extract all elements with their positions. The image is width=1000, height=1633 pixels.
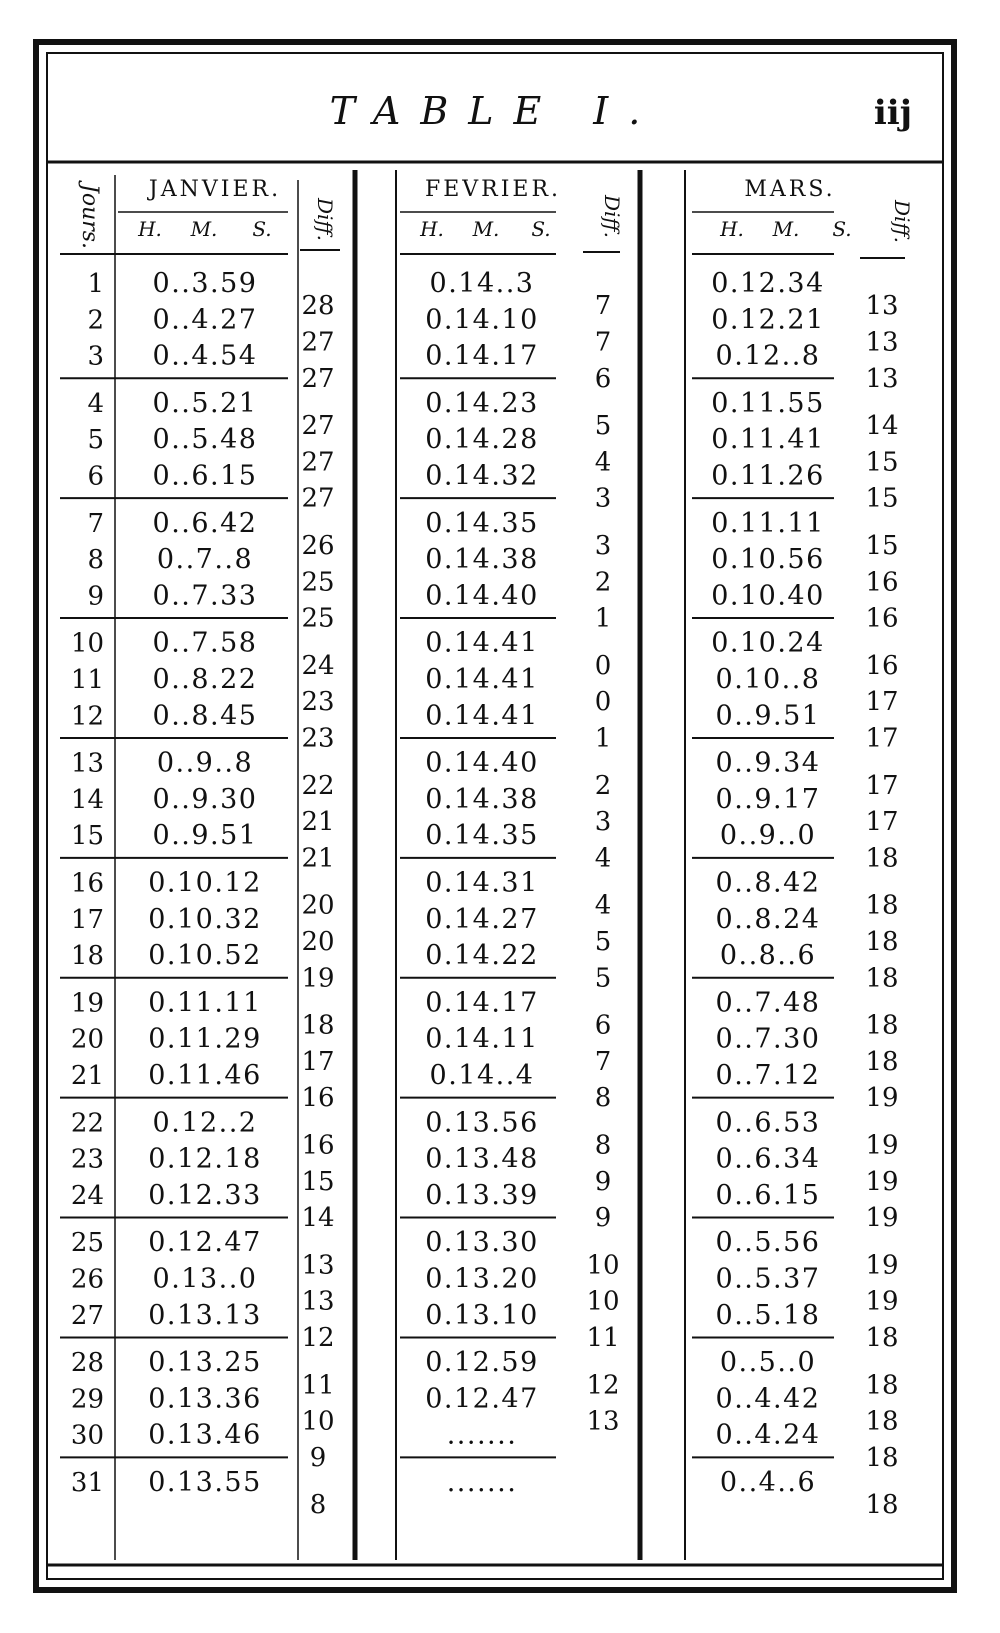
mars-diff: 13 [865,291,899,322]
janvier-diff: 15 [301,1166,335,1197]
mars-value: 0.10.40 [711,580,825,612]
janvier-diff: 9 [309,1442,327,1473]
mars-value: 0..9.17 [715,783,821,815]
mars-diff: 15 [865,447,899,478]
janvier-value: 0.13.55 [148,1467,262,1498]
mars-value: 0..8.24 [715,903,821,935]
day-number: 1 [87,269,104,299]
day-number: 2 [87,305,104,336]
day-number: 17 [70,904,104,935]
mars-diff: 19 [865,1130,899,1161]
day-number: 3 [87,341,104,372]
fevrier-value: 0.14.31 [425,867,539,899]
mars-value: 0..7.12 [715,1060,821,1091]
mars-value: 0.12.34 [711,268,825,299]
unit-heading: M. [190,217,218,241]
janvier-value: 0..7.33 [152,580,258,612]
mars-diff: 18 [865,843,899,874]
diff-heading-fevrier: Diff. [600,195,624,238]
day-number: 23 [70,1144,104,1175]
janvier-diff: 27 [301,483,335,514]
janvier-diff: 13 [301,1250,335,1281]
jours-heading: Jours. [77,184,102,250]
janvier-diff: 28 [301,291,335,322]
fevrier-diff: 9 [594,1166,612,1197]
mars-diff: 19 [865,1203,899,1234]
day-number: 14 [70,784,104,815]
fevrier-diff: 7 [594,291,612,322]
fevrier-value: 0.14.41 [425,700,539,732]
unit-heading: H. [720,217,744,241]
fevrier-diff: 8 [594,1083,612,1114]
mars-diff: 18 [865,1010,899,1041]
page-number: iij [873,93,912,133]
mars-diff: 17 [865,770,899,801]
day-number: 5 [87,425,104,456]
janvier-diff: 25 [301,603,335,634]
unit-heading: M. [472,217,500,241]
unit-heading: M. [772,217,800,241]
fevrier-diff: 13 [586,1406,620,1437]
janvier-value: 0..8.22 [152,664,258,695]
mars-value: 0.12.21 [711,304,825,336]
fevrier-diff: 7 [594,1046,612,1077]
fevrier-diff: 11 [586,1322,620,1353]
janvier-value: 0..7.58 [152,627,258,659]
mars-value: 0.11.11 [711,507,825,539]
fevrier-diff: 7 [594,327,612,358]
janvier-value: 0.13.25 [148,1347,262,1379]
fevrier-diff: 4 [594,447,612,478]
fevrier-diff: 9 [594,1203,612,1234]
day-number: 7 [87,508,104,539]
fevrier-value: 0.14.35 [425,507,539,539]
mars-value: 0..8..6 [719,940,817,972]
janvier-diff: 20 [301,890,335,921]
mars-diff: 17 [865,807,899,838]
janvier-value: 0..9..8 [156,747,254,779]
day-number: 11 [70,665,104,695]
fevrier-value: 0.14.10 [425,304,539,336]
mars-diff: 14 [865,411,899,442]
fevrier-heading: FEVRIER. [424,177,562,202]
mars-diff: 18 [865,1490,899,1521]
janvier-diff: 21 [301,843,335,874]
mars-value: 0..9.51 [715,700,821,732]
mars-diff: 18 [865,1406,899,1437]
mars-diff: 19 [865,1166,899,1197]
janvier-diff: 10 [301,1406,335,1437]
mars-value: 0.12..8 [715,340,821,372]
janvier-value: 0.11.29 [148,1023,262,1055]
mars-value: 0..5.37 [715,1263,821,1295]
janvier-diff: 20 [301,926,335,957]
janvier-value: 0.12.33 [148,1179,262,1211]
fevrier-diff: 10 [586,1286,620,1317]
fevrier-value: ....... [446,1419,518,1451]
mars-diff: 16 [865,650,899,681]
janvier-diff: 19 [301,963,335,994]
janvier-value: 0.12.18 [148,1143,262,1175]
diff-heading-mars: Diff. [890,200,914,243]
fevrier-diff: 12 [586,1370,620,1401]
fevrier-value: 0.14.41 [425,664,539,695]
fevrier-diff: 3 [594,807,612,838]
fevrier-value: 0.14.28 [425,424,539,456]
fevrier-value: 0.13.10 [425,1299,539,1331]
janvier-value: 0.13..0 [152,1263,258,1295]
janvier-diff: 27 [301,447,335,478]
fevrier-diff: 4 [594,843,612,874]
janvier-value: 0..4.54 [152,340,258,372]
unit-heading: S. [252,217,272,241]
day-number: 31 [70,1468,104,1498]
mars-value: 0..5..0 [719,1347,817,1379]
mars-value: 0.10.24 [711,627,825,659]
diff-heading-janvier: Diff. [313,198,337,241]
mars-diff: 16 [865,603,899,634]
fevrier-value: 0.14.17 [425,340,539,372]
day-number: 29 [70,1384,104,1415]
mars-diff: 17 [865,723,899,754]
janvier-heading: JANVIER. [148,177,282,202]
janvier-value: 0..7..8 [156,544,254,576]
janvier-diff: 14 [301,1203,335,1234]
mars-value: 0..4.42 [715,1383,821,1415]
fevrier-value: 0.14.17 [425,987,539,1019]
janvier-value: 0.10.52 [148,940,262,972]
day-number: 8 [87,545,104,576]
mars-value: 0..9..0 [719,820,817,852]
janvier-diff: 13 [301,1286,335,1317]
janvier-value: 0.10.12 [148,867,262,899]
janvier-diff: 16 [301,1130,335,1161]
mars-value: 0.11.41 [711,424,825,456]
mars-diff: 18 [865,1370,899,1401]
day-number: 13 [70,748,104,779]
unit-heading: S. [531,217,551,241]
fevrier-value: 0.14.41 [425,627,539,659]
janvier-value: 0.11.46 [148,1060,262,1091]
mars-diff: 19 [865,1083,899,1114]
janvier-diff: 12 [301,1322,335,1353]
fevrier-value: ....... [446,1467,518,1498]
fevrier-diff: 5 [594,963,612,994]
janvier-value: 0.13.36 [148,1383,262,1415]
day-number: 16 [70,868,104,899]
janvier-value: 0..4.27 [152,304,258,336]
fevrier-value: 0.14.38 [425,783,539,815]
fevrier-value: 0.14.40 [425,580,539,612]
mars-diff: 19 [865,1286,899,1317]
fevrier-value: 0.13.48 [425,1143,539,1175]
janvier-value: 0..3.59 [152,268,258,299]
fevrier-value: 0.14.27 [425,903,539,935]
mars-value: 0..5.18 [715,1299,821,1331]
fevrier-value: 0.12.47 [425,1383,539,1415]
mars-value: 0.10..8 [715,664,821,695]
janvier-diff: 22 [301,770,335,801]
fevrier-value: 0.13.30 [425,1227,539,1259]
fevrier-diff: 3 [594,530,612,561]
mars-diff: 16 [865,567,899,598]
mars-heading: MARS. [744,177,836,202]
fevrier-value: 0.14.23 [425,387,539,419]
day-number: 21 [70,1061,104,1091]
fevrier-value: 0.13.20 [425,1263,539,1295]
day-number: 12 [70,701,104,732]
fevrier-value: 0.14.11 [425,1023,539,1055]
janvier-diff: 11 [301,1370,335,1401]
fevrier-diff: 5 [594,411,612,442]
mars-value: 0..6.53 [715,1107,821,1139]
fevrier-value: 0.14.35 [425,820,539,852]
day-number: 26 [70,1264,104,1295]
fevrier-diff: 2 [594,567,612,598]
janvier-value: 0.13.13 [148,1299,262,1331]
mars-diff: 13 [865,327,899,358]
fevrier-diff: 1 [594,603,612,634]
janvier-value: 0.13.46 [148,1419,262,1451]
mars-value: 0..4.24 [715,1419,821,1451]
janvier-diff: 8 [309,1490,327,1521]
day-number: 9 [87,581,104,612]
janvier-value: 0.10.32 [148,903,262,935]
mars-value: 0..9.34 [715,747,821,779]
janvier-value: 0..8.45 [152,700,258,732]
janvier-diff: 25 [301,567,335,598]
table-title: TABLE I. [329,89,661,133]
janvier-value: 0..6.15 [152,460,258,492]
fevrier-value: 0.14.40 [425,747,539,779]
mars-value: 0.11.55 [711,387,825,419]
fevrier-diff: 0 [594,650,612,681]
fevrier-diff: 8 [594,1130,612,1161]
mars-diff: 18 [865,963,899,994]
janvier-value: 0.11.11 [148,987,262,1019]
mars-value: 0..5.56 [715,1227,821,1259]
janvier-diff: 26 [301,530,335,561]
day-number: 20 [70,1024,104,1055]
fevrier-diff: 0 [594,687,612,718]
day-number: 30 [70,1420,104,1451]
mars-diff: 17 [865,687,899,718]
janvier-diff: 23 [301,687,335,718]
fevrier-value: 0.13.39 [425,1179,539,1211]
mars-diff: 18 [865,1046,899,1077]
mars-diff: 18 [865,890,899,921]
janvier-diff: 27 [301,363,335,394]
fevrier-diff: 3 [594,483,612,514]
day-number: 6 [87,461,104,492]
mars-diff: 18 [865,1322,899,1353]
janvier-diff: 21 [301,807,335,838]
fevrier-value: 0.14.38 [425,544,539,576]
unit-heading: H. [420,217,444,241]
day-number: 24 [70,1180,104,1211]
janvier-diff: 23 [301,723,335,754]
mars-value: 0..6.34 [715,1143,821,1175]
fevrier-value: 0.13.56 [425,1107,539,1139]
janvier-diff: 18 [301,1010,335,1041]
mars-value: 0..6.15 [715,1179,821,1211]
janvier-value: 0..5.48 [152,424,258,456]
unit-heading: H. [138,217,162,241]
fevrier-value: 0.14..3 [429,268,535,299]
janvier-diff: 27 [301,411,335,442]
janvier-diff: 24 [301,650,335,681]
fevrier-diff: 10 [586,1250,620,1281]
fevrier-value: 0.14.32 [425,460,539,492]
mars-diff: 19 [865,1250,899,1281]
day-number: 27 [70,1300,104,1331]
mars-value: 0..4..6 [719,1467,817,1498]
fevrier-value: 0.12.59 [425,1347,539,1379]
janvier-value: 0.12.47 [148,1227,262,1259]
fevrier-diff: 6 [594,1010,612,1041]
mars-diff: 18 [865,926,899,957]
day-number: 19 [70,988,104,1019]
fevrier-diff: 4 [594,890,612,921]
day-number: 28 [70,1348,104,1379]
fevrier-diff: 6 [594,363,612,394]
day-number: 10 [70,628,104,659]
janvier-value: 0..9.51 [152,820,258,852]
mars-value: 0..8.42 [715,867,821,899]
mars-diff: 15 [865,530,899,561]
janvier-value: 0..6.42 [152,507,258,539]
fevrier-value: 0.14..4 [429,1060,535,1091]
day-number: 4 [87,388,104,419]
mars-value: 0.10.56 [711,544,825,576]
mars-diff: 13 [865,363,899,394]
day-number: 22 [70,1108,104,1139]
fevrier-diff: 2 [594,770,612,801]
mars-diff: 15 [865,483,899,514]
fevrier-diff: 1 [594,723,612,754]
day-number: 15 [70,821,104,852]
janvier-diff: 16 [301,1083,335,1114]
janvier-diff: 27 [301,327,335,358]
day-number: 25 [70,1228,104,1259]
day-number: 18 [70,941,104,972]
mars-value: 0.11.26 [711,460,825,492]
janvier-diff: 17 [301,1046,335,1077]
mars-value: 0..7.48 [715,987,821,1019]
mars-value: 0..7.30 [715,1023,821,1055]
fevrier-value: 0.14.22 [425,940,539,972]
fevrier-diff: 5 [594,926,612,957]
unit-heading: S. [832,217,852,241]
janvier-value: 0.12..2 [152,1107,258,1139]
janvier-value: 0..5.21 [152,387,258,419]
mars-diff: 18 [865,1442,899,1473]
janvier-value: 0..9.30 [152,783,258,815]
